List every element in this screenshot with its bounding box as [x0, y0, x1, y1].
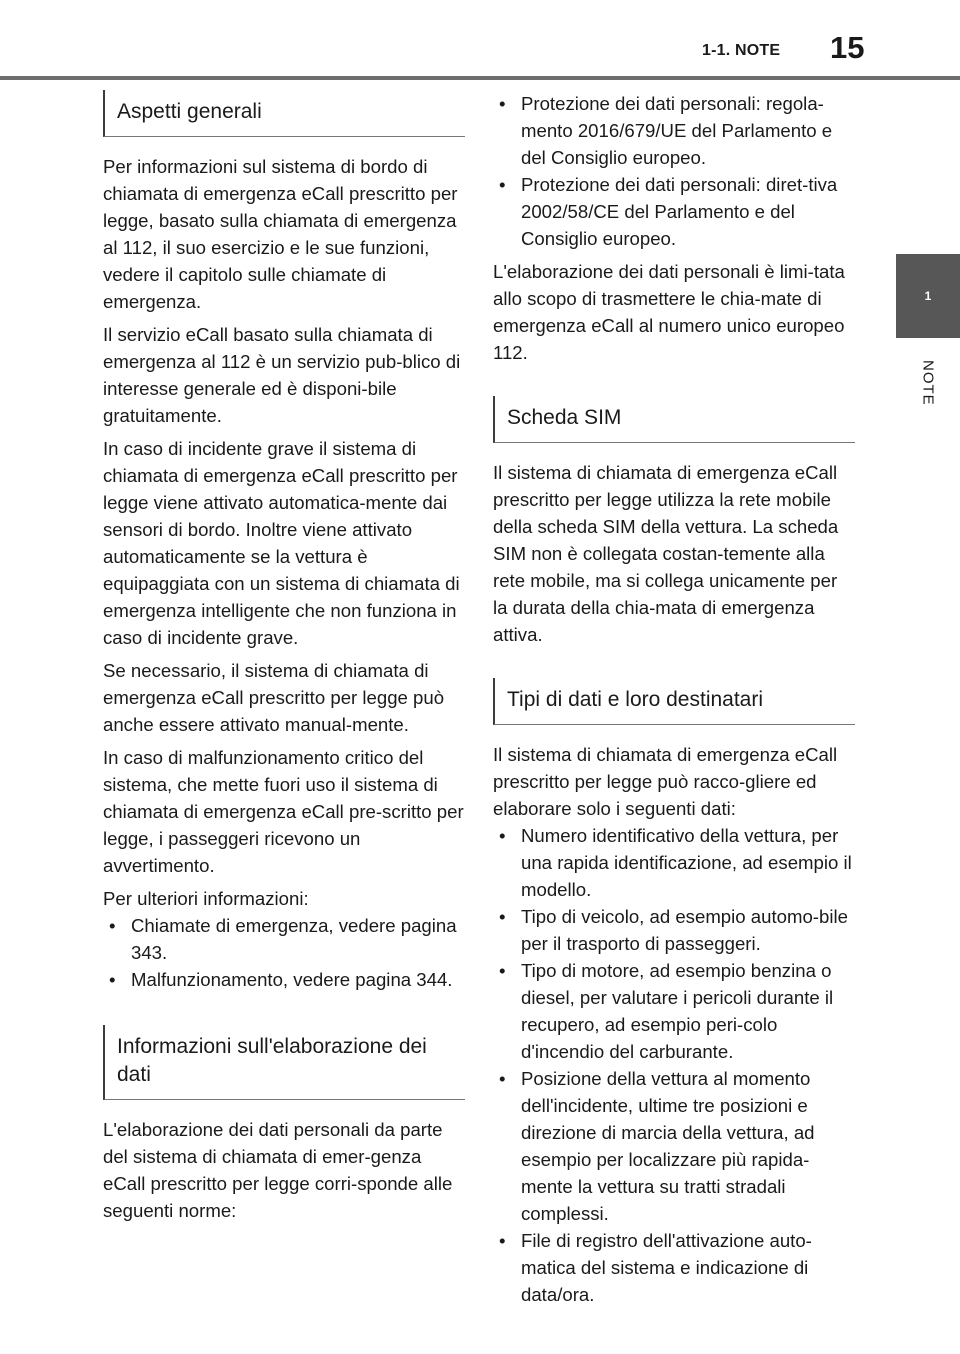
left-column: [103, 90, 465, 1230]
heading-aspetti-generali: Aspetti generali: [103, 90, 465, 137]
chapter-tab: [896, 254, 960, 338]
bullet-list: [493, 90, 855, 252]
list-item: • File di registro dell'attivazione auto-matica del sistema e indicazione di data/ora.: [493, 1227, 855, 1308]
paragraph: Per ulteriori informazioni:: [103, 888, 309, 909]
paragraph: L'elaborazione dei dati personali è limi-tata allo scopo di trasmettere le chia-mate di emergenza eCall al numero unico europeo 112.: [493, 261, 845, 363]
paragraph: In caso di malfunzionamento critico del sistema, che mette fuori uso il sistema di chiamata di emergenza eCall pre-scritto per legge, i passeggeri ricevono un avvertimento.: [103, 747, 464, 876]
list-item: • Chiamate di emergenza, vedere pagina 343.: [103, 912, 465, 966]
header-divider: [0, 76, 960, 80]
list-item: • Tipo di veicolo, ad esempio automo-bile per il trasporto di passeggeri.: [493, 903, 855, 957]
list-item: • Protezione dei dati personali: diret-tiva 2002/58/CE del Parlamento e del Consiglio europeo.: [493, 171, 855, 252]
list-item: • Malfunzionamento, vedere pagina 344.: [103, 966, 465, 993]
paragraph: L'elaborazione dei dati personali da parte del sistema di chiamata di emer-genza eCall prescritto per legge corri-sponde alle seguenti norme:: [103, 1119, 453, 1221]
paragraph: Il sistema di chiamata di emergenza eCall prescritto per legge utilizza la rete mobile della scheda SIM della vettura. La scheda SIM non è collegata costan-temente alla rete mobile, ma si collega unicamente per la durata della chia-mata di emergenza attiva.: [493, 462, 839, 645]
chapter-label: NOTE: [919, 360, 937, 406]
right-column: [493, 90, 855, 1314]
chapter-side-label: [896, 352, 960, 414]
heading-elaborazione-dati: Informazioni sull'elaborazione dei dati: [103, 1025, 465, 1100]
paragraph: Per informazioni sul sistema di bordo di chiamata di emergenza eCall prescritto per legge, basato sulla chiamata di emergenza al 112, il suo esercizio e le sue funzioni, vedere il capitolo sulle chiamate di emergenza.: [103, 156, 458, 312]
chapter-number: 1: [924, 289, 932, 303]
paragraph: Se necessario, il sistema di chiamata di emergenza eCall prescritto per legge può anche essere attivato manual-mente.: [103, 660, 445, 735]
list-item: • Posizione della vettura al momento dell'incidente, ultime tre posizioni e direzione di marcia della vettura, ad esempio per localizzare più rapida-mente la vettura su tratti stradali complessi.: [493, 1065, 855, 1227]
heading-scheda-sim: Scheda SIM: [493, 396, 855, 443]
paragraph: Il sistema di chiamata di emergenza eCall prescritto per legge può racco-gliere ed elaborare solo i seguenti dati:: [493, 744, 838, 819]
list-item: • Protezione dei dati personali: regola-mento 2016/679/UE del Parlamento e del Consiglio europeo.: [493, 90, 855, 171]
bullet-list: [103, 912, 465, 993]
page-number: 15: [830, 30, 865, 65]
list-item: • Tipo di motore, ad esempio benzina o diesel, per valutare i pericoli durante il recupero, ad esempio peri-colo d'incendio del carburante.: [493, 957, 855, 1065]
section-label: 1-1. NOTE: [702, 42, 781, 59]
heading-tipi-di-dati: Tipi di dati e loro destinatari: [493, 678, 855, 725]
list-item: • Numero identificativo della vettura, per una rapida identificazione, ad esempio il modello.: [493, 822, 855, 903]
bullet-list: [493, 822, 855, 1308]
paragraph: Il servizio eCall basato sulla chiamata di emergenza al 112 è un servizio pub-blico di interesse generale ed è disponi-bile gratuitamente.: [103, 324, 461, 426]
paragraph: In caso di incidente grave il sistema di chiamata di emergenza eCall prescritto per legge viene attivato automatica-mente dai sensori di bordo. Inoltre viene attivato automaticamente se la vettura è equipaggiata con un sistema di chiamata di emergenza intelligente che non funziona in caso di incidente grave.: [103, 438, 460, 648]
